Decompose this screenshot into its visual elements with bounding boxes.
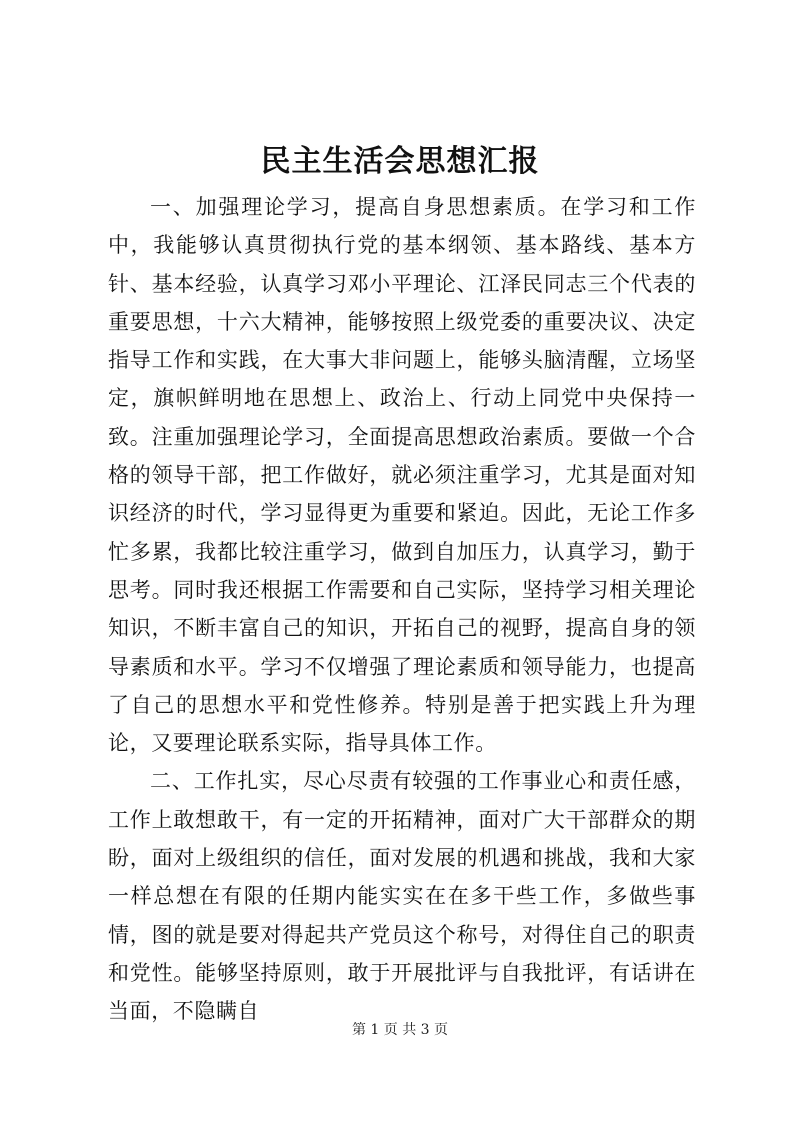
paragraph-1: 一、加强理论学习，提高自身思想素质。在学习和工作中，我能够认真贯彻执行党的基本纲领、基本路线、基本方针、基本经验，认真学习邓小平理论、江泽民同志三个代表的重要思想，十六大精神，能够按照上级党委的重要决议、决定指导工作和实践，在大事大非问题上，能够头脑清醒，立场坚定，旗帜鲜明地在思想上、政治上、行动上同党中央保持一致。注重加强理论学习，全面提高思想政治素质。要做一个合格的领导干部，把工作做好，就必须注重学习，尤其是面对知识经济的时代，学习显得更为重要和紧迫。因此，无论工作多忙多累，我都比较注重学习，做到自加压力，认真学习，勤于思考。同时我还根据工作需要和自己实际，坚持学习相关理论知识，不断丰富自己的知识，开拓自己的视野，提高自身的领导素质和水平。学习不仅增强了理论素质和领导能力，也提高了自己的思想水平和党性修养。特别是善于把实践上升为理论，又要理论联系实际，指导具体工作。	[108, 195, 696, 756]
document-body	[108, 188, 696, 1031]
paragraph-2: 二、工作扎实，尽心尽责有较强的工作事业心和责任感，工作上敢想敢干，有一定的开拓精神，面对广大干部群众的期盼，面对上级组织的信任，面对发展的机遇和挑战，我和大家一样总想在有限的任期内能实实在在多干些工作，多做些事情，图的就是要对得起共产党员这个称号，对得住自己的职责和党性。能够坚持原则，敢于开展批评与自我批评，有话讲在当面，不隐瞒自	[108, 769, 696, 1024]
page-footer: 第 1 页 共 3 页	[351, 1022, 449, 1038]
document-title: 民主生活会思想汇报	[260, 144, 540, 179]
